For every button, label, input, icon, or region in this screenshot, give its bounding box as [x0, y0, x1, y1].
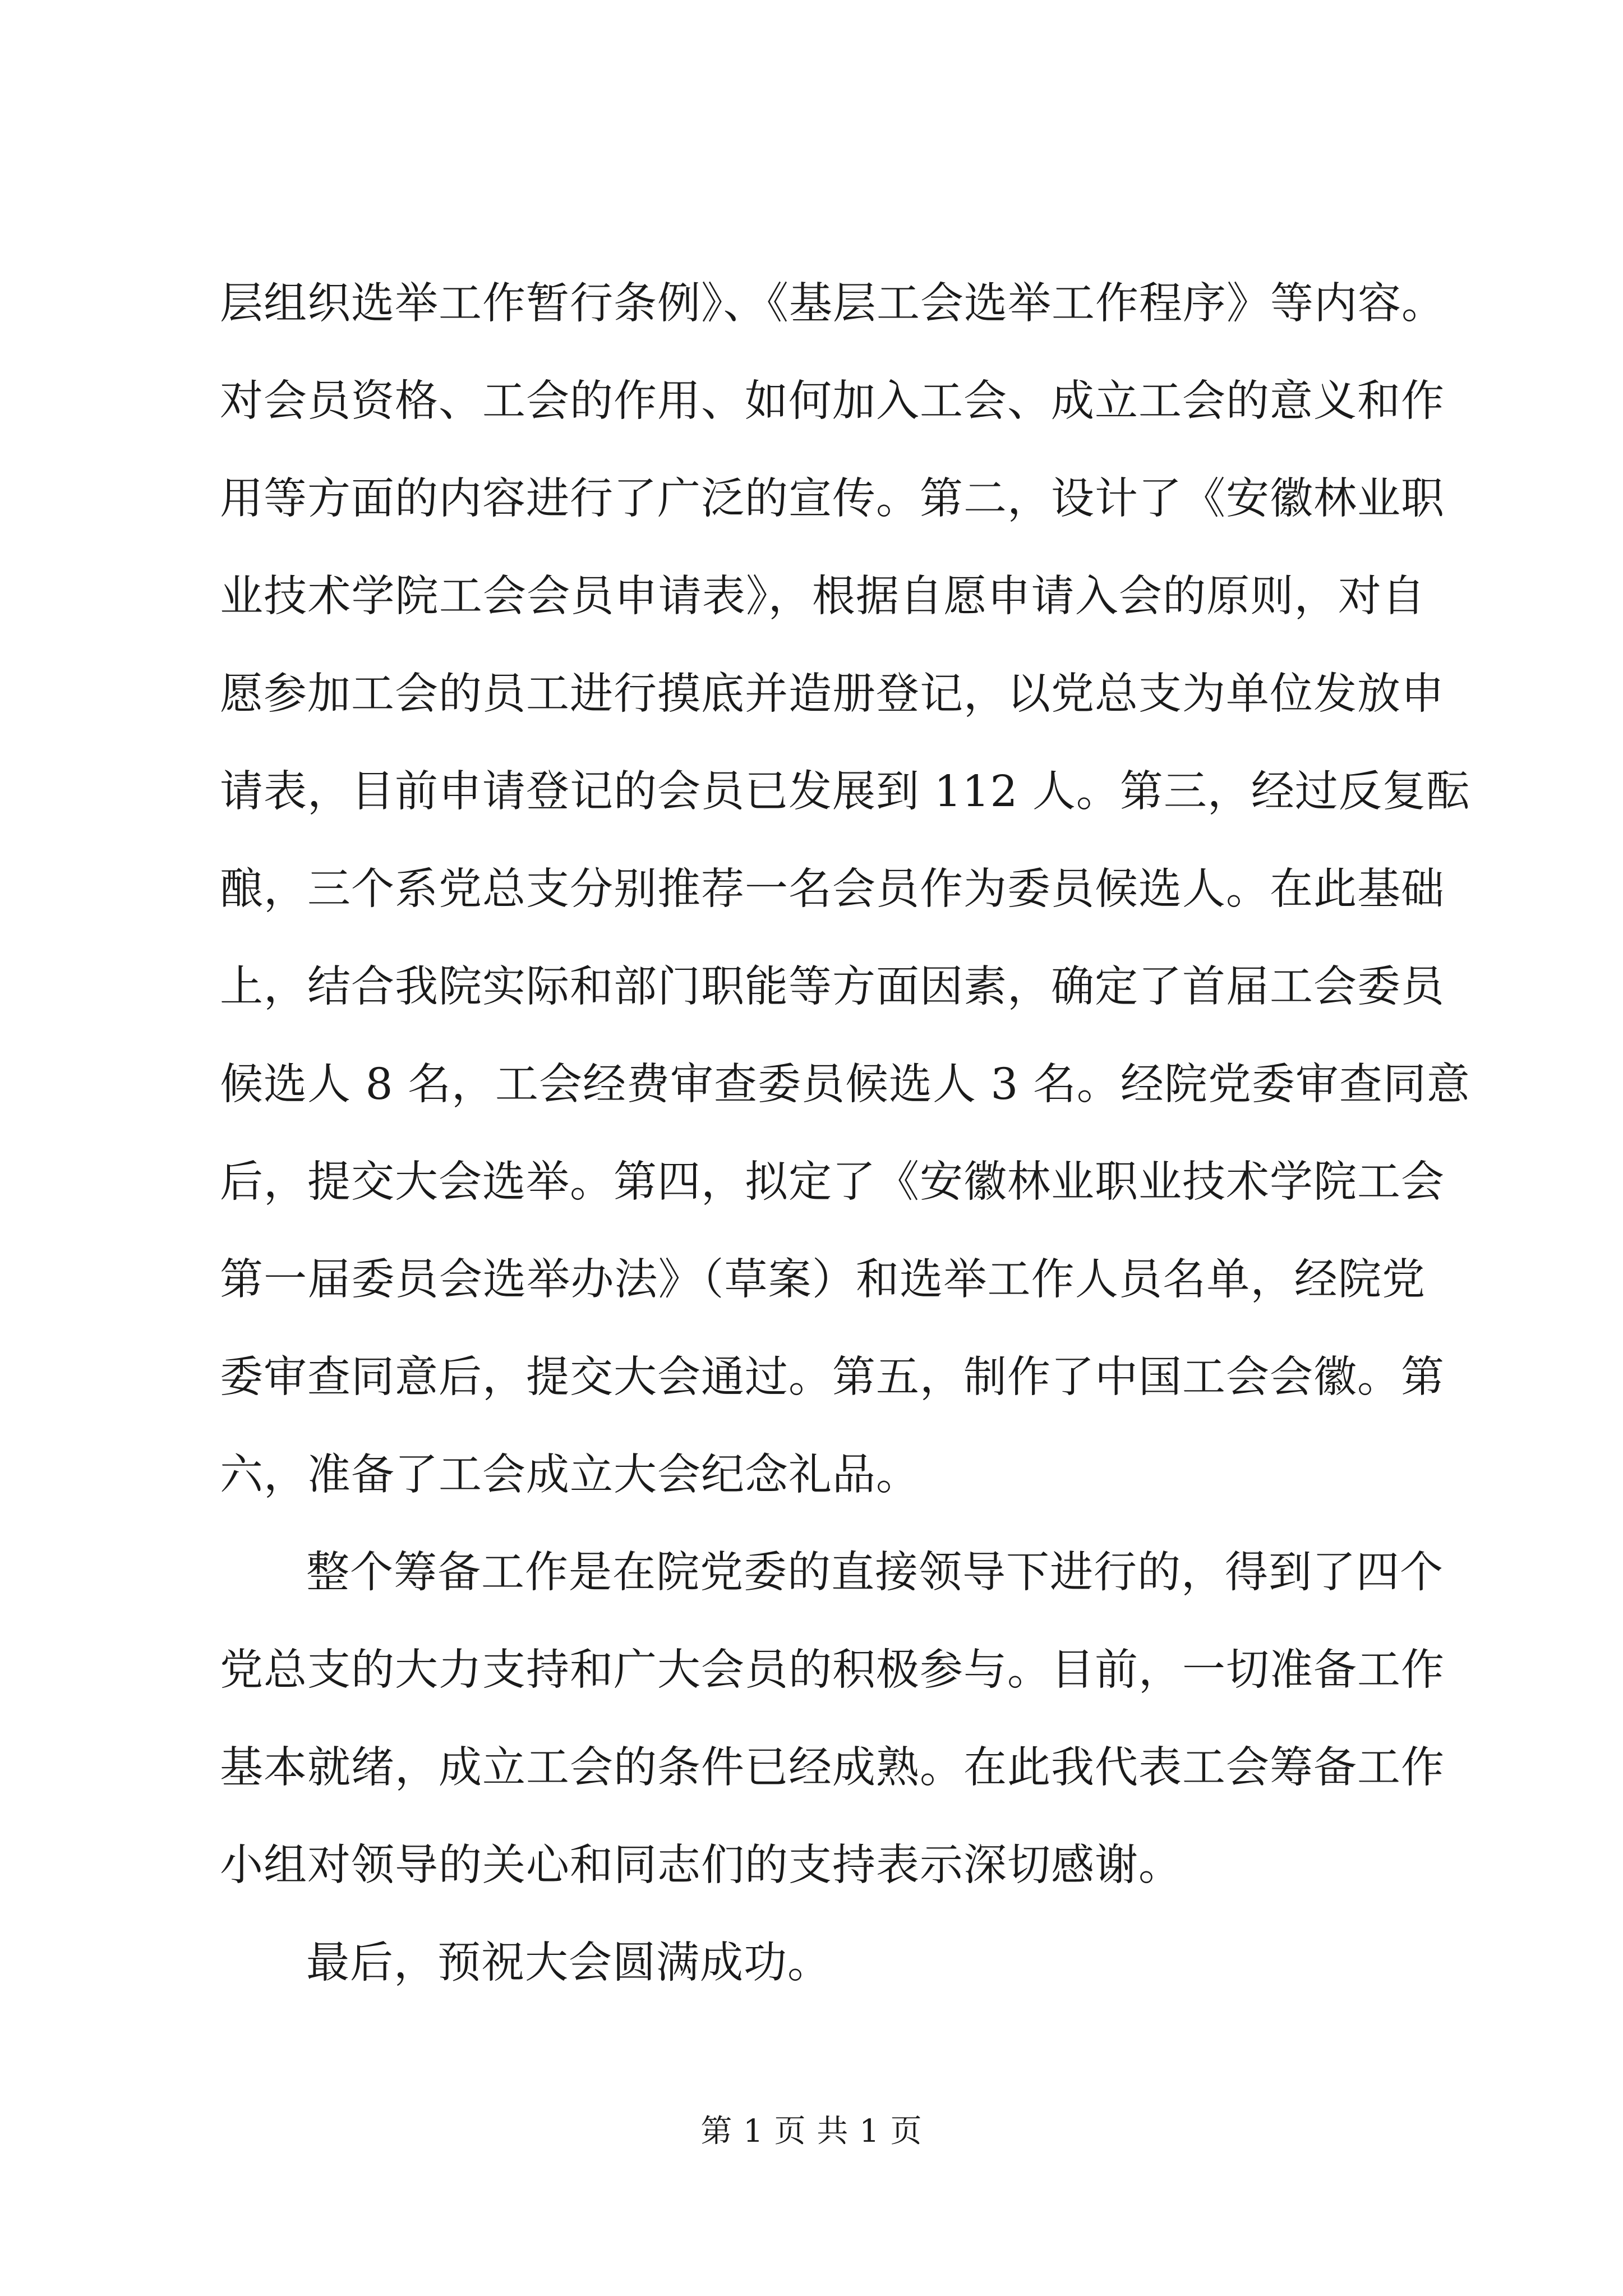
document-body: [220, 255, 1470, 2012]
text-line: 党总支的大力支持和广大会员的积极参与。目前，一切准备工作: [220, 1645, 1445, 1695]
text-line: 基本就绪，成立工会的条件已经成熟。在此我代表工会筹备工作: [220, 1743, 1445, 1793]
text-line: 请表，目前申请登记的会员已发展到 112 人。第三，经过反复酝: [220, 767, 1470, 817]
text-line: 委审查同意后，提交大会通过。第五，制作了中国工会会徽。第: [220, 1352, 1445, 1402]
text-line: 六，准备了工会成立大会纪念礼品。: [220, 1450, 920, 1500]
text-line-indented: [220, 1915, 1426, 2012]
text-line: 愿参加工会的员工进行摸底并造册登记，以党总支为单位发放申: [220, 669, 1445, 719]
text-line-content: 整个筹备工作是在院党委的直接领导下进行的，得到了四个: [306, 1548, 1444, 1598]
text-line: 对会员资格、工会的作用、如何加入工会、成立工会的意义和作: [220, 376, 1445, 426]
text-line: 业技术学院工会会员申请表》，根据自愿申请入会的原则，对自: [220, 572, 1426, 622]
text-line: 候选人 8 名，工会经费审查委员候选人 3 名。经院党委审查同意: [220, 1060, 1470, 1110]
page-footer: 第 1 页 共 1 页: [700, 2113, 923, 2150]
text-line: 第一届委员会选举办法》（草案）和选举工作人员名单，经院党: [220, 1255, 1426, 1305]
text-line: 酿，三个系党总支分别推荐一名会员作为委员候选人。在此基础: [220, 864, 1445, 914]
text-line: 小组对领导的关心和同志们的支持表示深切感谢。: [220, 1841, 1182, 1890]
paragraph-1: [220, 255, 1470, 1524]
text-line: 后，提交大会选举。第四，拟定了《安徽林业职业技术学院工会: [220, 1157, 1445, 1207]
text-line: 上，结合我院实际和部门职能等方面因素，确定了首届工会委员: [220, 962, 1445, 1012]
paragraph-3: [220, 1915, 1426, 2012]
text-line: 层组织选举工作暂行条例》、《基层工会选举工作程序》等内容。: [220, 279, 1445, 329]
text-line: 用等方面的内容进行了广泛的宣传。第二，设计了《安徽林业职: [220, 474, 1445, 524]
text-line-indented: [220, 1524, 1444, 1622]
text-line-content: 最后，预祝大会圆满成功。: [306, 1938, 831, 1988]
paragraph-2: [220, 1524, 1445, 1915]
